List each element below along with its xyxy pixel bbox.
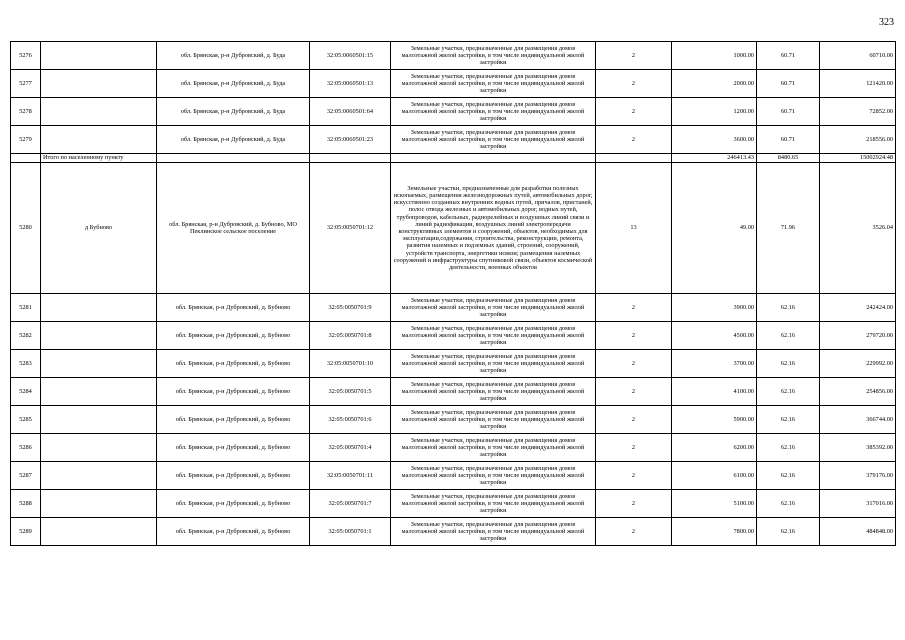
- row-land-use: Земельные участки, предназначенные для размещения домов малоэтажной жилой застройки, в том числе индивидуальной жилой застройки: [391, 126, 596, 154]
- row-land-use: Земельные участки, предназначенные для размещения домов малоэтажной жилой застройки, в том числе индивидуальной жилой застройки: [391, 406, 596, 434]
- row-cadastral-number: 32:05:0050701:8: [310, 322, 391, 350]
- row-value: 254856.00: [820, 378, 896, 406]
- row-land-use: Земельные участки, предназначенные для размещения домов малоэтажной жилой застройки, в том числе индивидуальной жилой застройки: [391, 42, 596, 70]
- row-address: обл. Брянская, р-н Дубровский, д. Буда: [157, 98, 310, 126]
- total-label: Итого по населенному пункту: [41, 154, 157, 163]
- row-area: 5900.00: [672, 406, 757, 434]
- row-land-use: Земельные участки, предназначенные для размещения домов малоэтажной жилой застройки, в том числе индивидуальной жилой застройки: [391, 434, 596, 462]
- row-value: 242424.00: [820, 294, 896, 322]
- row-value: 121420.00: [820, 70, 896, 98]
- row-rate: 60.71: [757, 98, 820, 126]
- row-category: 2: [596, 462, 672, 490]
- row-category: 2: [596, 126, 672, 154]
- row-address: обл. Брянская, р-н Дубровский, д. Бубново: [157, 490, 310, 518]
- row-category: 2: [596, 406, 672, 434]
- settlement-name: д Бубново: [41, 163, 157, 294]
- row-number: 5278: [11, 98, 41, 126]
- row-area: 1000.00: [672, 42, 757, 70]
- row-address: обл. Брянская, р-н Дубровский, д. Бубново: [157, 434, 310, 462]
- row-settlement-cell: [41, 294, 157, 322]
- row-settlement-cell: [41, 462, 157, 490]
- total-value: 15002924.48: [820, 154, 896, 163]
- row-settlement-cell: [41, 42, 157, 70]
- row-rate: 62.16: [757, 322, 820, 350]
- row-value: 229992.00: [820, 350, 896, 378]
- row-number: 5279: [11, 126, 41, 154]
- row-number: 5277: [11, 70, 41, 98]
- row-number: 5288: [11, 490, 41, 518]
- table-row: [11, 350, 896, 378]
- row-address: обл. Брянская, р-н Дубровский, д. Бубново, МО Пеклинское сельское поселение: [157, 163, 310, 294]
- row-area: 6100.00: [672, 462, 757, 490]
- row-value: 366744.00: [820, 406, 896, 434]
- row-number: 5287: [11, 462, 41, 490]
- table-row: [11, 294, 896, 322]
- row-category: 2: [596, 42, 672, 70]
- row-address: обл. Брянская, р-н Дубровский, д. Бубново: [157, 322, 310, 350]
- row-land-use: Земельные участки, предназначенные для размещения домов малоэтажной жилой застройки, в том числе индивидуальной жилой застройки: [391, 294, 596, 322]
- row-value: 3526.04: [820, 163, 896, 294]
- total-rate: 8480.65: [757, 154, 820, 163]
- row-cadastral-number: 32:05:0050701:5: [310, 378, 391, 406]
- row-number: 5282: [11, 322, 41, 350]
- row-land-use: Земельные участки, предназначенные для размещения домов малоэтажной жилой застройки, в том числе индивидуальной жилой застройки: [391, 70, 596, 98]
- row-settlement-cell: [41, 378, 157, 406]
- row-value: 379176.00: [820, 462, 896, 490]
- row-value: 385392.00: [820, 434, 896, 462]
- row-land-use: Земельные участки, предназначенные для размещения домов малоэтажной жилой застройки, в том числе индивидуальной жилой застройки: [391, 350, 596, 378]
- row-area: 3600.00: [672, 126, 757, 154]
- row-rate: 62.16: [757, 462, 820, 490]
- row-category: 2: [596, 350, 672, 378]
- row-area: 7800.00: [672, 518, 757, 546]
- row-area: 49.00: [672, 163, 757, 294]
- row-category: 13: [596, 163, 672, 294]
- total-area: 246413.43: [672, 154, 757, 163]
- table-row: [11, 70, 896, 98]
- row-rate: 62.16: [757, 378, 820, 406]
- row-number: 5281: [11, 294, 41, 322]
- row-value: 218556.00: [820, 126, 896, 154]
- row-area: 4500.00: [672, 322, 757, 350]
- row-land-use: Земельные участки, предназначенные для размещения домов малоэтажной жилой застройки, в том числе индивидуальной жилой застройки: [391, 98, 596, 126]
- row-number: 5284: [11, 378, 41, 406]
- row-settlement-cell: [41, 126, 157, 154]
- row-area: 3700.00: [672, 350, 757, 378]
- table-row: [11, 434, 896, 462]
- row-cadastral-number: 32:05:0050701:4: [310, 434, 391, 462]
- total-row: [11, 154, 896, 163]
- row-category: 2: [596, 490, 672, 518]
- row-category: 2: [596, 98, 672, 126]
- row-area: 1200.00: [672, 98, 757, 126]
- row-number: 5280: [11, 163, 41, 294]
- table-row: [11, 490, 896, 518]
- row-cadastral-number: 32:05:0060501:13: [310, 70, 391, 98]
- table-row: [11, 406, 896, 434]
- row-category: 2: [596, 518, 672, 546]
- row-address: обл. Брянская, р-н Дубровский, д. Бубново: [157, 518, 310, 546]
- row-rate: 62.16: [757, 294, 820, 322]
- row-cadastral-number: 32:05:0050701:9: [310, 294, 391, 322]
- row-area: 2000.00: [672, 70, 757, 98]
- table-row: [11, 98, 896, 126]
- row-rate: 60.71: [757, 70, 820, 98]
- row-category: 2: [596, 294, 672, 322]
- row-rate: 62.16: [757, 406, 820, 434]
- row-number: 5286: [11, 434, 41, 462]
- row-land-use: Земельные участки, предназначенные для разработки полезных ископаемых, размещения железнодорожных путей, автомобильных дорог, искусственно созданных внутренних водных путей, причалов, пристаней, полос отвода железных и автомобильных дорог, водных путей, трубопроводов, кабельных, радиорелейных и воздушных линий связи и линий радиофикации, воздушных линий электропередачи конструктивных элементов и сооружений, объектов, необходимых для эксплуатации,содержания, строительства, реконструкции, ремонта, развития наземных и подземных зданий, строений, сооружений, устройств транспорта, энергетики исвязи; размещения наземных сооружений и инфраструктуры спутниковой связи, объектов космической деятельности, военных объектов: [391, 163, 596, 294]
- table-row: [11, 518, 896, 546]
- cadastral-value-table: [10, 41, 896, 546]
- row-cadastral-number: 32:05:0050701:10: [310, 350, 391, 378]
- row-category: 2: [596, 378, 672, 406]
- row-area: 4100.00: [672, 378, 757, 406]
- row-cadastral-number: 32:05:0060501:23: [310, 126, 391, 154]
- row-rate: 60.71: [757, 42, 820, 70]
- row-land-use: Земельные участки, предназначенные для размещения домов малоэтажной жилой застройки, в том числе индивидуальной жилой застройки: [391, 322, 596, 350]
- row-category: 2: [596, 322, 672, 350]
- row-number: 5276: [11, 42, 41, 70]
- table-row: [11, 462, 896, 490]
- settlement-section: [11, 163, 896, 294]
- row-settlement-cell: [41, 490, 157, 518]
- row-address: обл. Брянская, р-н Дубровский, д. Бубново: [157, 378, 310, 406]
- row-cadastral-number: 32:05:0050701:12: [310, 163, 391, 294]
- table-row: [11, 126, 896, 154]
- rows-before: [11, 42, 896, 154]
- row-area: 6200.00: [672, 434, 757, 462]
- row-category: 2: [596, 70, 672, 98]
- row-settlement-cell: [41, 70, 157, 98]
- row-cadastral-number: 32:05:0050701:11: [310, 462, 391, 490]
- row-cadastral-number: 32:05:0050701:7: [310, 490, 391, 518]
- row-rate: 62.16: [757, 518, 820, 546]
- row-value: 484848.00: [820, 518, 896, 546]
- row-land-use: Земельные участки, предназначенные для размещения домов малоэтажной жилой застройки, в том числе индивидуальной жилой застройки: [391, 378, 596, 406]
- row-rate: 71.96: [757, 163, 820, 294]
- row-number: 5283: [11, 350, 41, 378]
- row-address: обл. Брянская, р-н Дубровский, д. Бубново: [157, 406, 310, 434]
- row-settlement-cell: [41, 406, 157, 434]
- row-address: обл. Брянская, р-н Дубровский, д. Бубново: [157, 294, 310, 322]
- row-cadastral-number: 32:05:0050701:6: [310, 406, 391, 434]
- row-settlement-cell: [41, 518, 157, 546]
- row-area: 5100.00: [672, 490, 757, 518]
- row-rate: 62.16: [757, 490, 820, 518]
- row-land-use: Земельные участки, предназначенные для размещения домов малоэтажной жилой застройки, в том числе индивидуальной жилой застройки: [391, 462, 596, 490]
- row-value: 279720.00: [820, 322, 896, 350]
- row-settlement-cell: [41, 98, 157, 126]
- row-address: обл. Брянская, р-н Дубровский, д. Бубново: [157, 462, 310, 490]
- row-rate: 62.16: [757, 434, 820, 462]
- total-section: [11, 154, 896, 163]
- row-cadastral-number: 32:05:0060501:64: [310, 98, 391, 126]
- row-cadastral-number: 32:05:0050701:1: [310, 518, 391, 546]
- table-row: [11, 42, 896, 70]
- row-rate: 60.71: [757, 126, 820, 154]
- row-number: 5285: [11, 406, 41, 434]
- row-value: 60710.00: [820, 42, 896, 70]
- row-value: 72852.00: [820, 98, 896, 126]
- rows-after: [11, 294, 896, 546]
- row-settlement-cell: [41, 434, 157, 462]
- table-row: [11, 322, 896, 350]
- row-address: обл. Брянская, р-н Дубровский, д. Буда: [157, 42, 310, 70]
- row-settlement-cell: [41, 322, 157, 350]
- row-number: 5289: [11, 518, 41, 546]
- row-settlement-cell: [41, 350, 157, 378]
- row-area: 3900.00: [672, 294, 757, 322]
- row-address: обл. Брянская, р-н Дубровский, д. Буда: [157, 126, 310, 154]
- row-land-use: Земельные участки, предназначенные для размещения домов малоэтажной жилой застройки, в том числе индивидуальной жилой застройки: [391, 518, 596, 546]
- row-address: обл. Брянская, р-н Дубровский, д. Бубново: [157, 350, 310, 378]
- row-rate: 62.16: [757, 350, 820, 378]
- table-row: [11, 163, 896, 294]
- row-address: обл. Брянская, р-н Дубровский, д. Буда: [157, 70, 310, 98]
- row-value: 317016.00: [820, 490, 896, 518]
- table-row: [11, 378, 896, 406]
- page-number: 323: [879, 17, 894, 28]
- row-category: 2: [596, 434, 672, 462]
- row-land-use: Земельные участки, предназначенные для размещения домов малоэтажной жилой застройки, в том числе индивидуальной жилой застройки: [391, 490, 596, 518]
- row-cadastral-number: 32:05:0060501:15: [310, 42, 391, 70]
